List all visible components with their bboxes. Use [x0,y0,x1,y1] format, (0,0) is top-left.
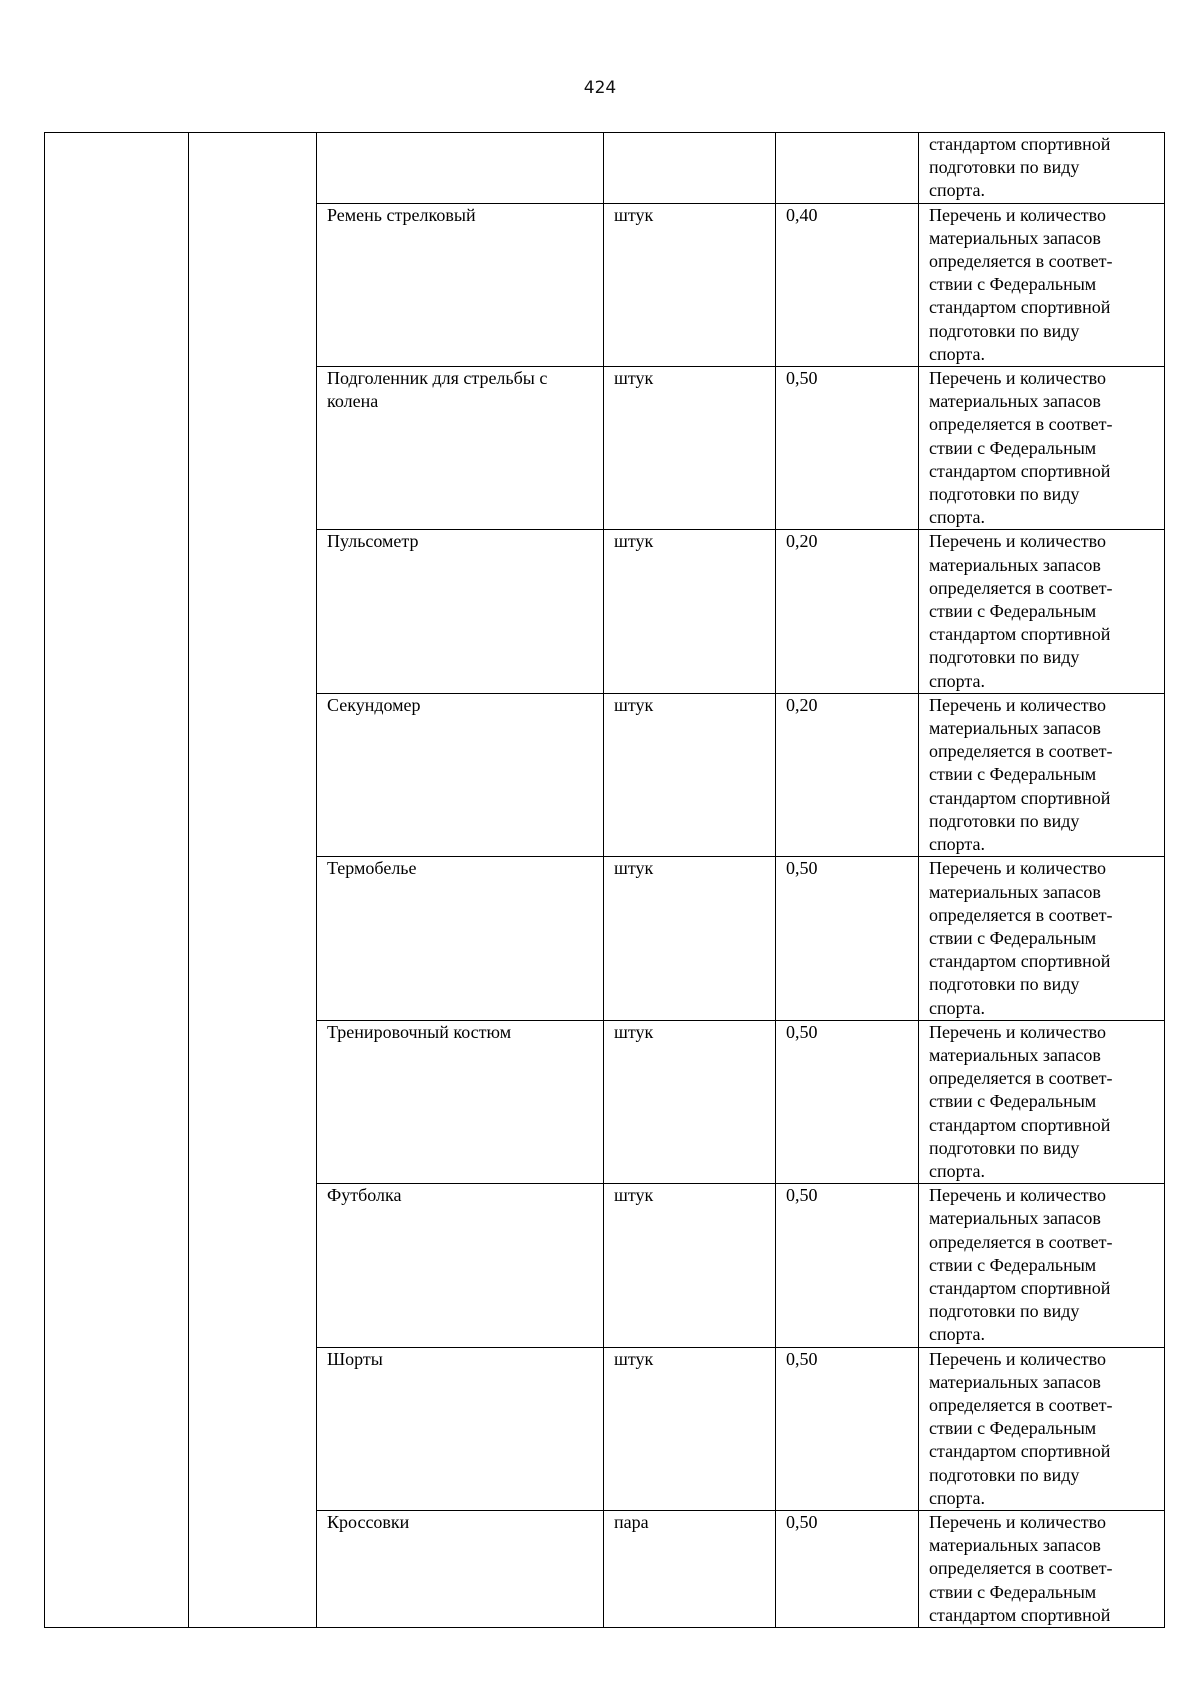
quantity-cell: 0,50 [776,1510,919,1627]
item-name-cell: Тренировочный костюм [317,1020,604,1183]
unit-cell: штук [604,530,776,693]
unit-cell: штук [604,1020,776,1183]
unit-cell: штук [604,1184,776,1347]
quantity-cell: 0,20 [776,693,919,856]
item-name-cell: Секундомер [317,693,604,856]
quantity-cell: 0,50 [776,857,919,1020]
unit-cell: штук [604,1347,776,1510]
unit-cell: штук [604,367,776,530]
note-cell: Перечень и количество материальных запасов определяется в соответ- ствии с Федеральным стандартом спортивной подготовки по виду спорта. [919,367,1165,530]
note-cell: Перечень и количество материальных запасов определяется в соответ- ствии с Федеральным стандартом спортивной [919,1510,1165,1627]
unit-cell: штук [604,203,776,366]
equipment-table [44,132,1165,1628]
unit-cell: штук [604,857,776,1020]
unit-cell: пара [604,1510,776,1627]
item-name-cell: Подголенник для стрельбы с колена [317,367,604,530]
quantity-cell: 0,50 [776,1347,919,1510]
unit-cell [604,133,776,204]
item-name-cell: Шорты [317,1347,604,1510]
note-cell: Перечень и количество материальных запасов определяется в соответ- ствии с Федеральным стандартом спортивной подготовки по виду спорта. [919,1184,1165,1347]
unit-cell: штук [604,693,776,856]
note-cell: Перечень и количество материальных запасов определяется в соответ- ствии с Федеральным стандартом спортивной подготовки по виду спорта. [919,530,1165,693]
quantity-cell: 0,40 [776,203,919,366]
note-cell: Перечень и количество материальных запасов определяется в соответ- ствии с Федеральным стандартом спортивной подготовки по виду спорта. [919,1020,1165,1183]
quantity-cell: 0,50 [776,367,919,530]
note-cell: Перечень и количество материальных запасов определяется в соответ- ствии с Федеральным стандартом спортивной подготовки по виду спорта. [919,693,1165,856]
note-cell: Перечень и количество материальных запасов определяется в соответ- ствии с Федеральным стандартом спортивной подготовки по виду спорта. [919,203,1165,366]
quantity-cell [776,133,919,204]
quantity-cell: 0,20 [776,530,919,693]
item-name-cell: Пульсометр [317,530,604,693]
item-name-cell: Футболка [317,1184,604,1347]
note-cell: стандартом спортивной подготовки по виду спорта. [919,133,1165,204]
item-name-cell: Ремень стрелковый [317,203,604,366]
empty-cell-col2 [189,133,317,1628]
page-number: 424 [583,78,617,98]
quantity-cell: 0,50 [776,1184,919,1347]
empty-cell-col1 [45,133,189,1628]
equipment-table-wrapper [44,132,1165,1628]
table-row-continued [45,133,1165,204]
note-cell: Перечень и количество материальных запасов определяется в соответ- ствии с Федеральным стандартом спортивной подготовки по виду спорта. [919,857,1165,1020]
quantity-cell: 0,50 [776,1020,919,1183]
item-name-cell: Термобелье [317,857,604,1020]
item-name-cell: Кроссовки [317,1510,604,1627]
item-name-cell [317,133,604,204]
note-cell: Перечень и количество материальных запасов определяется в соответ- ствии с Федеральным стандартом спортивной подготовки по виду спорта. [919,1347,1165,1510]
